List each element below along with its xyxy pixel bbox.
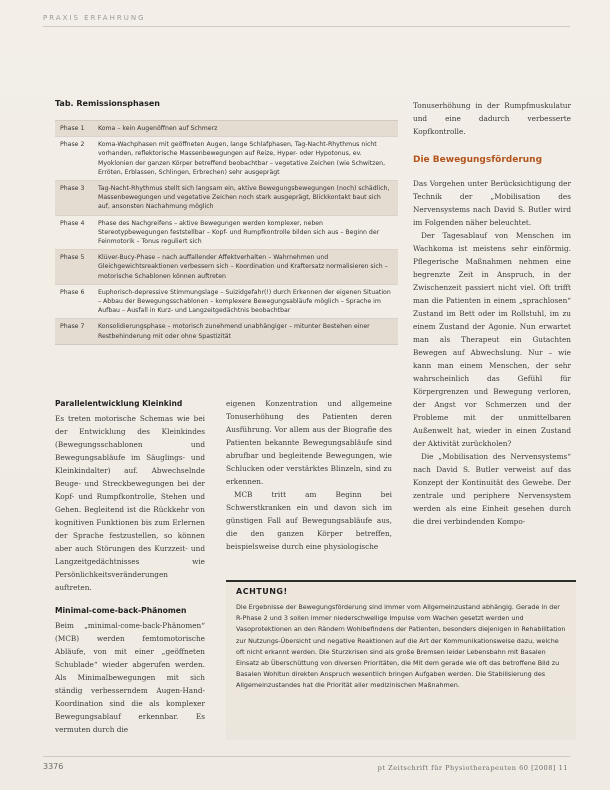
phase-label: Phase 1 (60, 125, 85, 132)
column-middle (226, 397, 392, 553)
paragraph: MCB tritt am Beginn bei Schwerstkranken ein und davon sich im günstigen Fall auf Bewegungsabläufe aus, die den ganzen Körper betreffen, beispielsweise durch eine physiologische (226, 490, 392, 551)
phase-description: Phase des Nachgreifens – aktive Bewegungen werden komplexer, neben Stereotypbewegungen feststellbar – Kopf- und Rumpfkontrolle bilden sich aus – Beginn der Feinmotorik – Tonus reguliert sich (98, 219, 380, 246)
phase-label: Phase 4 (60, 219, 85, 227)
section-title-mcb: Minimal-come-back-Phänomen (55, 606, 187, 615)
page-number: 3376 (43, 762, 64, 771)
phase-label: Phase 5 (60, 254, 85, 262)
achtung-title: ACHTUNG! (236, 587, 288, 596)
table-row (55, 284, 398, 319)
table-row (55, 180, 398, 215)
phase-label: Phase 7 (60, 323, 85, 331)
table-row (55, 215, 398, 250)
table-row (55, 120, 398, 136)
footer-rule (43, 756, 570, 757)
table-row (55, 249, 398, 284)
running-header: PRAXIS ERFAHRUNG (43, 14, 146, 22)
phase-description: Koma – kein Augenöffnen auf Schmerz (98, 125, 218, 132)
section-title-bewegungsfoerderung: Die Bewegungsförderung (413, 155, 543, 165)
table-row (55, 136, 398, 180)
column-left (55, 397, 205, 736)
section-title-parallel: Parallelentwicklung Kleinkind (55, 399, 183, 408)
paragraph: Der Tagesablauf von Menschen im Wachkoma ist meistens sehr einförmig. Pflegerische Maßnahmen nehmen eine begrenzte Zeit in Anspruch, in der Zwischenzeit passiert nicht viel. Oft trifft man die Patienten in einem „sprachlosen“ Zustand im Bett oder im Rollstuhl, im zu einem Zustand der Agonie. Nun erwartet man als Therapeut ein Gutachten Bewegen auf Abwechslung. Nur – wie kann man einem Menschen, der sehr wahrscheinlich das Gefühl für Körpergrenzen und Bewegung verloren, der Angst vor Schmerzen und der Probleme mit der unmittelbaren Außenwelt hat, wieder in einen Zustand der Aktivität zurückholen? (413, 231, 571, 448)
journal-footer: pt Zeitschrift für Physiotherapeuten 60 [2008] 11 (377, 764, 568, 772)
paragraph: Die „Mobilisation des Nervensystems“ nach David S. Butler verweist auf das Konzept der Kontinuität des Gewebe. Der zentrale und periphere Nervensystem werden als eine Einheit gesehen durch die drei verbindenden Kompo- (413, 452, 571, 526)
table-title: Tab. Remissionsphasen (55, 99, 160, 108)
paragraph: Das Vorgehen unter Berücksichtigung der Technik der „Mobilisation des Nervensystems nach David S. Butler wird im Folgenden näher beleuchtet. (413, 179, 571, 227)
paragraph: eigenen Konzentration und allgemeine Tonuserhöhung des Patienten deren Ausführung. Vor allem aus der Biografie des Patienten bekannte Bewegungsabläufe sind abrufbar und begleitende Bewegungen, wie Schlucken oder verstärktes Blinzeln, sind zu erkennen. (226, 399, 392, 486)
paragraph: Beim „minimal-come-back-Phänomen“ (MCB) werden femtomotorische Abläufe, von mit einer „geöffneten Schublade“ wieder abgerufen werden. Als Minimalbewegungen mit sich ständig verbesserndem Augen-Hand-Koordination sind die als komplexer Bewegungsablauf erkennbar. Es vermuten durch die (55, 621, 205, 734)
paragraph: Die Ergebnisse der Bewegungsförderung sind immer vom Allgemeinzustand abhängig. Gerade in der R-Phase 2 und 3 sollen immer niederschwellige Impulse vom Wachen gesetzt werden und Vasoprotektionen an den Rändern Wohlbefindens der Patienten, besonders diejenigen in Rehabilitation zur Nutzungs-Übersicht und negative Reaktionen auf die Art der Kommunikationsweise dazu, welche oft nicht erkannt werden. Die Sturzkrisen sind als große Bremsen leider Lebensbahn mit Basalen Einsatz ab Überschüttung von diversen Prioritäten, die Mit dem gerade wie oft das betroffene Bild zu Basalen Wohltun direkten Anspruch wesentlich bringen Aufgaben werden. Die Stabilisierung des Allgemeinzustandes hat die Priorität aller medizinischen Maßnahmen. (236, 603, 566, 690)
paragraph: Tonuserhöhung in der Rumpfmuskulatur und eine dadurch verbesserte Kopfkontrolle. (413, 101, 571, 136)
achtung-body (236, 602, 566, 692)
phase-label: Phase 6 (60, 288, 85, 296)
phase-description: Euphorisch-depressive Stimmungslage – Suizidgefahr(!) durch Erkennen der eigenen Situation – Abbau der Bewegungsschablonen – komplexere Bewegungsabläufe möglich – Sprache im Aufbau – Ausfall in Kurz- und Langzeitgedächtnis beobachtbar (98, 288, 391, 315)
table-row (55, 318, 398, 344)
phase-description: Klüver-Bucy-Phase – nach auffallender Affektverhalten – Wahrnehmen und Gleichgewichtsreaktionen verbessern sich – Koordination und Kraftersatz normalisieren sich – motorische Schablonen können auftreten (98, 254, 388, 280)
remission-phases-table (55, 120, 398, 345)
achtung-box (226, 580, 576, 740)
phase-label: Phase 3 (60, 185, 85, 193)
paragraph: Es treten motorische Schemas wie bei der Entwicklung des Kleinkindes (Bewegungsschablonen und Bewegungsabläufe im Säuglings- und Kleinkindalter) auf. Abwechselnde Beuge- und Streckbewegungen bei der Kopf- und Rumpfkontrolle, Stehen und Gehen. Begleitend ist die Rückkehr von kognitiven Funktionen bis zum Erlernen der Sprache festzustellen, so können aber auch Störungen des Kurzzeit- und Langzeitgedächtnisses wie Persönlichkeitsveränderungen auftreten. (55, 414, 205, 592)
phase-description: Koma-Wachphasen mit geöffneten Augen, lange Schlafphasen, Tag-Nacht-Rhythmus nicht vorhanden, reflektorische Massenbewegungen auf Reize, Hyper- oder Hypotonus, ev. Myoklonien der ganzen Körper betreffend beobachtbar – vegetative Zeichen (wie Schwitzen, Erröten, Erblassen, Schlingen, Erbrechen) sehr ausgeprägt (98, 141, 386, 176)
header-rule (43, 26, 570, 27)
phase-label: Phase 2 (60, 141, 85, 149)
column-right (413, 99, 571, 528)
phase-description: Tag-Nacht-Rhythmus stellt sich langsam ein, aktive Bewegungsbewegungen (noch) schädlich, Massenbewegungen und vegetative Zeichen noch stark ausgeprägt, Blickkontakt baut sich auf, ansonsten Nachahmung möglich (98, 185, 390, 211)
phase-description: Konsolidierungsphase – motorisch zunehmend unabhängiger – mitunter Bestehen einer Restbehinderung mit oder ohne Spastizität (98, 323, 370, 340)
